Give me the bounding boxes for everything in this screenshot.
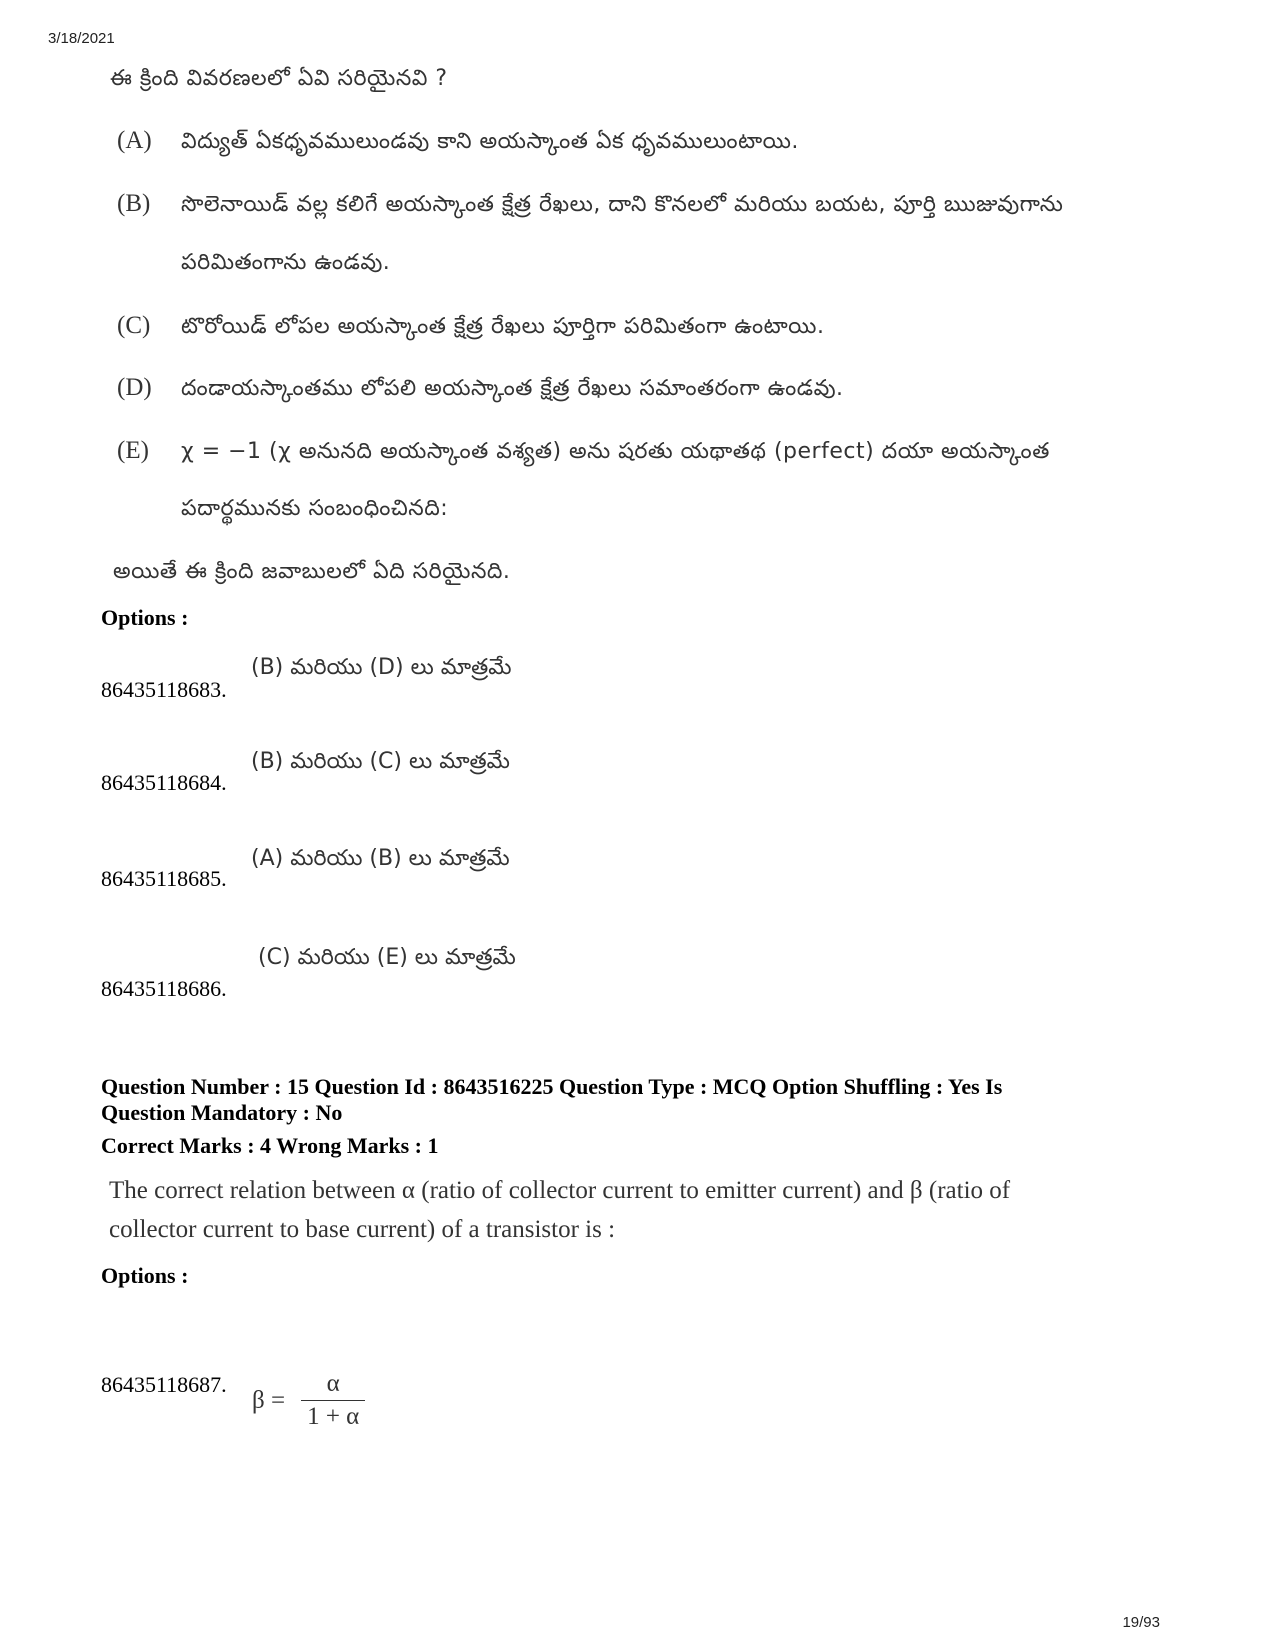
question-stem: The correct relation between α (ratio of collector current to emitter current) and β (ratio of xyxy=(109,1177,1011,1204)
formula-numerator: α xyxy=(326,1370,340,1397)
formula-lhs: β = xyxy=(252,1386,286,1414)
option-id: 86435118686. xyxy=(101,976,227,1001)
option-text: (B) మరియు (C) లు మాత్రమే xyxy=(251,749,510,774)
question-closing: అయితే ఈ క్రింది జవాబులలో ఏది సరియైనది. xyxy=(113,559,511,584)
option-text: (C) మరియు (E) లు మాత్రమే xyxy=(258,945,516,970)
question-meta-cont: Question Mandatory : No xyxy=(101,1100,343,1125)
statement-text-c: టొరోయిడ్ లోపల అయస్కాంత క్షేత్ర రేఖలు పూర్తిగా పరిమితంగా ఉంటాయి. xyxy=(181,314,825,339)
option-text: (A) మరియు (B) లు మాత్రమే xyxy=(251,846,510,871)
option-id: 86435118684. xyxy=(101,770,227,795)
options-heading: Options : xyxy=(101,1263,189,1288)
option-id: 86435118685. xyxy=(101,866,227,891)
page-number: 19/93 xyxy=(1122,1614,1160,1631)
statement-label-b: (B) xyxy=(117,190,151,217)
statement-label-d: (D) xyxy=(117,374,152,401)
options-heading: Options : xyxy=(101,605,189,630)
question-stem: ఈ క్రింది వివరణలలో ఏవి సరియైనవి ? xyxy=(110,66,448,91)
statement-text-e: χ = −1 (χ అనునది అయస్కాంత వశ్యత) అను షరతు యథాతథ (perfect) దయా అయస్కాంత xyxy=(181,439,1050,464)
statement-text-d: దండాయస్కాంతము లోపలి అయస్కాంత క్షేత్ర రేఖలు సమాంతరంగా ఉండవు. xyxy=(181,376,844,401)
statement-label-c: (C) xyxy=(117,312,151,339)
statement-label-a: (A) xyxy=(117,127,152,154)
option-id: 86435118687. xyxy=(101,1372,227,1397)
question-stem-cont: collector current to base current) of a transistor is : xyxy=(109,1216,616,1243)
print-date: 3/18/2021 xyxy=(48,30,115,47)
statement-text-b-cont: పరిమితంగాను ఉండవు. xyxy=(181,250,391,275)
formula-fraction xyxy=(301,1370,365,1431)
statement-text-e-cont: పదార్థమునకు సంబంధించినది: xyxy=(181,496,449,521)
option-formula xyxy=(252,1370,365,1431)
statement-text-a: విద్యుత్ ఏకధృవములుండవు కాని అయస్కాంత ఏక ధృవములుంటాయి. xyxy=(181,129,799,154)
option-text: (B) మరియు (D) లు మాత్రమే xyxy=(251,655,512,680)
option-id: 86435118683. xyxy=(101,677,227,702)
question-marks: Correct Marks : 4 Wrong Marks : 1 xyxy=(101,1133,439,1158)
statement-text-b: సొలెనాయిడ్ వల్ల కలిగే అయస్కాంత క్షేత్ర రేఖలు, దాని కొనలలో మరియు బయట, పూర్తి ఋజువుగాను xyxy=(181,192,1064,217)
statement-label-e: (E) xyxy=(117,437,149,464)
question-meta: Question Number : 15 Question Id : 8643516225 Question Type : MCQ Option Shuffling : Yes Is xyxy=(101,1074,1003,1099)
formula-denominator: 1 + α xyxy=(301,1400,365,1431)
